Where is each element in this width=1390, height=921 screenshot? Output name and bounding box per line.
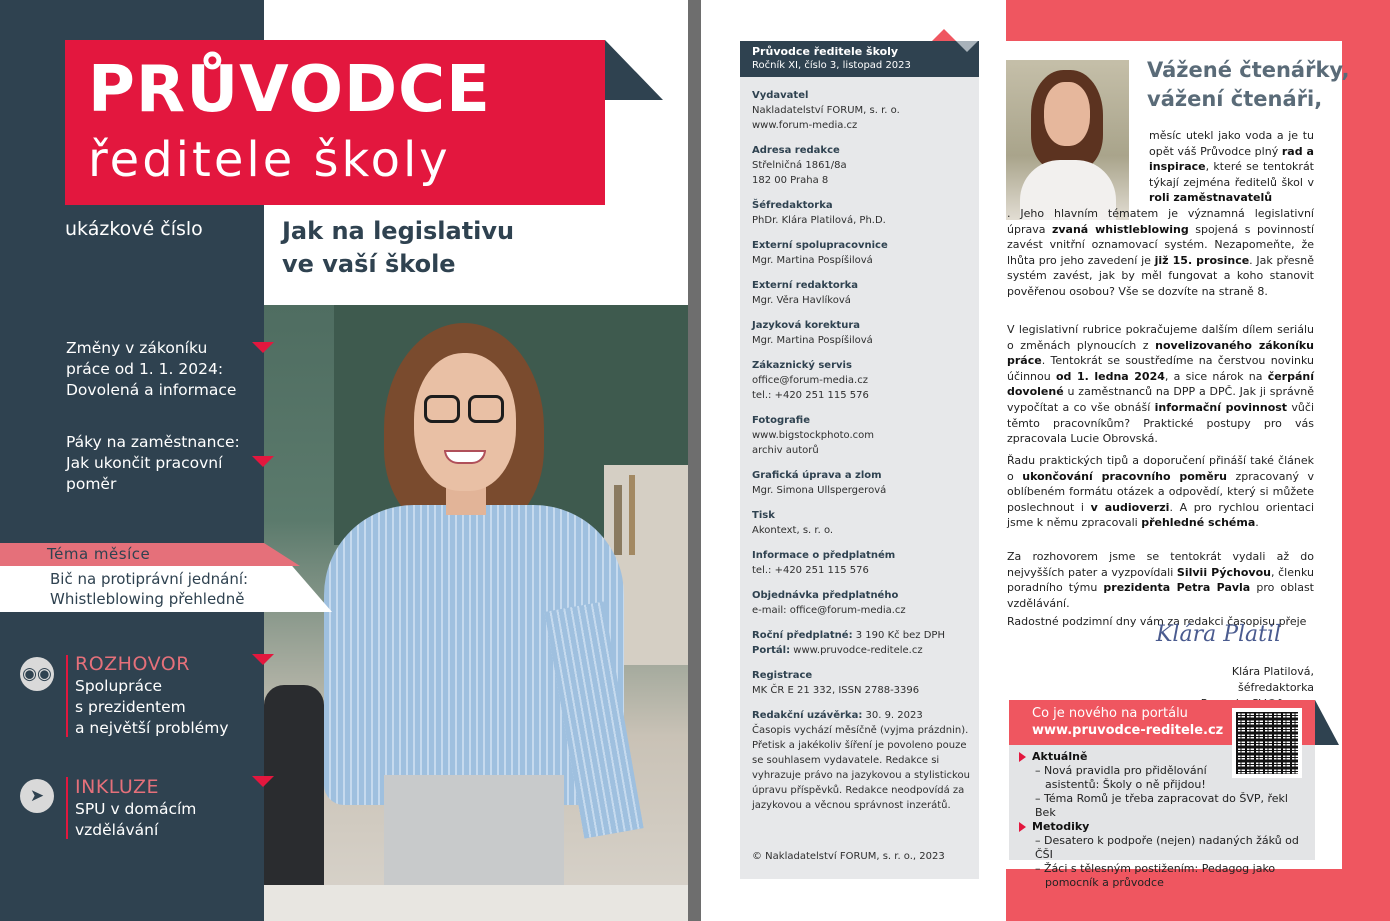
people-talking-icon: ◉◉ — [20, 657, 54, 691]
imprint-item: Tisk Akontext, s. r. o. — [752, 510, 834, 536]
list-item[interactable]: – Nová pravidla pro přidělování — [1035, 764, 1207, 777]
emphasis-text: od 1. ledna 2024 — [1055, 369, 1165, 383]
emphasis-text: Silvii Pýchovou — [1176, 565, 1271, 579]
cover-headline: Jak na legislativu ve vaší škole — [282, 217, 515, 278]
emphasis-text: čerpání dovolené — [1007, 369, 1314, 399]
text-run: . Tentokrát se soustředíme na čerstvou novinku účinnou — [1007, 354, 1314, 383]
letter-paragraph-1a — [1149, 128, 1314, 206]
imprint-item: Zákaznický servis office@forum-media.cz tel.: +420 251 115 576 — [752, 360, 869, 401]
section-body-inkluze: SPU v domácím vzdělávání — [75, 800, 197, 839]
caret-icon — [252, 654, 274, 665]
portal-heading: Co je nového na portálu — [1032, 706, 1188, 721]
emphasis-text: již 15. prosince — [1154, 253, 1250, 267]
magazine-subtitle: ředitele školy — [88, 132, 451, 188]
section-body-rozhovor: Spolupráce s prezidentem a největší problémy — [75, 677, 229, 737]
imprint-item: Šéfredaktorka PhDr. Klára Platilová, Ph.D. — [752, 200, 886, 226]
text-run: . A pro rychlou orientaci jsme k němu zpracovali — [1007, 500, 1314, 530]
text-run: zpracovaný v oblíbeném formátu otázek a odpovědí, který si můžete poslechnout i — [1007, 469, 1314, 514]
emphasis-text: prezidenta Petra Pavla — [1103, 581, 1251, 595]
text-run: měsíc utekl jako voda a je tu opět váš Průvodce plný — [1149, 129, 1314, 158]
letter-paragraph-1b — [1007, 206, 1314, 300]
list-item[interactable]: asistentů: Školy o ně přijdou! — [1045, 778, 1206, 791]
arrow-bullet-icon — [1019, 822, 1026, 832]
issue-label: ukázkové číslo — [65, 218, 203, 240]
list-item[interactable]: – Desatero k podpoře (nejen) nadaných žáků od ČŠI — [1035, 834, 1299, 861]
imprint-item: Fotografie www.bigstockphoto.com archiv autorů — [752, 415, 875, 456]
tema-label: Téma měsíce — [47, 545, 151, 563]
caret-icon — [252, 456, 274, 467]
signpost-icon: ➤ — [20, 779, 54, 813]
emphasis-text: v audioverzi — [1090, 500, 1170, 514]
section-divider — [66, 655, 68, 737]
text-run: Řadu praktických tipů a doporučení přináší také článek o — [1007, 454, 1314, 483]
imprint-item: Externí redaktorka Mgr. Věra Havlíková — [752, 280, 859, 306]
imprint-item: Vydavatel Nakladatelství FORUM, s. r. o. www.forum-media.cz — [752, 90, 900, 131]
caret-icon — [252, 776, 274, 787]
imprint-item: Jazyková korektura Mgr. Martina Pospíšilová — [752, 320, 873, 346]
text-run: . Jeho hlavním tématem je významná legislativní úprava — [1007, 207, 1314, 236]
section-title-rozhovor: ROZHOVOR — [75, 653, 190, 675]
text-run: vůči těmto pracovníkům? Praktické postupy pro vás zpracovala Lucie Obrovská. — [1007, 400, 1314, 446]
emphasis-text: ukončování pracovního poměru — [1022, 469, 1227, 483]
letter-paragraph-4 — [1007, 549, 1314, 611]
text-run: pro oblast vzdělávání. — [1007, 581, 1314, 610]
list-item[interactable]: – Téma Romů je třeba zapracovat do ŠVP, řekl Bek — [1035, 792, 1288, 819]
teaser-2: Páky na zaměstnance: Jak ukončit pracovní poměr — [66, 433, 240, 493]
imprint-item: Adresa redakce Střelničná 1861/8a 182 00 Praha 8 — [752, 145, 847, 186]
list-item[interactable]: – Žáci s tělesným postižením: Pedagog jako — [1035, 862, 1276, 875]
imprint-item: Grafická úprava a zlom Mgr. Simona Ullspergerová — [752, 470, 887, 496]
inner-page — [701, 0, 1390, 921]
emphasis-text: zvaná whistleblowing — [1051, 222, 1189, 236]
letter-paragraph-3 — [1007, 453, 1314, 531]
text-run: Za rozhovorem jsme se tentokrát vydali až do nejvyšších pater a vyzpovídali — [1007, 550, 1314, 579]
desk — [264, 885, 688, 921]
teaser-1: Změny v zákoníku práce od 1. 1. 2024: Dovolená a informace — [66, 339, 237, 399]
section-title-inkluze: INKLUZE — [75, 776, 160, 798]
text-run: spojená s povinností zavést vnitřní oznamovací systém. Nezapomeňte, že lhůta pro jeho zavedení je — [1007, 222, 1314, 267]
imprint-registration: Registrace MK ČR E 21 332, ISSN 2788-3396 — [752, 670, 920, 696]
emphasis-text: informační povinnost — [1154, 400, 1288, 414]
imprint-item: Informace o předplatném tel.: +420 251 115 576 — [752, 550, 896, 576]
portal-url-link[interactable]: www.pruvodce-reditele.cz — [1032, 723, 1224, 738]
arrow-bullet-icon — [1019, 752, 1026, 762]
letter-greeting: Vážené čtenářky, vážení čtenáři, — [1147, 58, 1350, 111]
portal-list: Aktuálně – Nová pravidla pro přidělování asistentů: Školy o ně přijdou! – Téma Romů je třeba zapracovat do ŠVP, řekl Bek Metodiky – Desatero k podpoře (nejen) nadaných žáků od ČŠI – Žáci s tělesným postižením: Pedagog jako pomocník a průvodce — [1019, 750, 1309, 890]
imprint-subtitle: Ročník XI, číslo 3, listopad 2023 — [752, 60, 911, 71]
cover-photo — [264, 305, 688, 921]
section-divider — [66, 777, 68, 839]
tema-text: Bič na protiprávní jednání: Whistleblowing přehledně — [50, 570, 249, 608]
caret-icon — [252, 342, 274, 353]
imprint-item: Objednávka předplatného e-mail: office@forum-media.cz — [752, 590, 906, 616]
text-run: , které se tentokrát týkají zejména ředitelů škol v — [1149, 160, 1314, 189]
cover-page — [0, 0, 688, 921]
magazine-title: PRŮVODCE — [88, 53, 491, 127]
text-run: . Jak přesně systém zavést, jak by měl fungovat a koho stanovit pověřenou osobou? Vše se dozvíte na straně 8. — [1007, 253, 1314, 298]
emphasis-text: novelizovaného zákoníku práce — [1007, 338, 1314, 368]
imprint-copyright: © Nakladatelství FORUM, s. r. o., 2023 — [752, 851, 945, 862]
imprint-price: Roční předplatné: 3 190 Kč bez DPH Portál: www.pruvodce-reditele.cz — [752, 630, 945, 656]
imprint-list — [752, 88, 977, 823]
emphasis-text: roli zaměstnavatelů — [1149, 191, 1273, 205]
text-run: , a sice nárok na — [1164, 369, 1268, 383]
imprint-item: Externí spolupracovnice Mgr. Martina Pospíšilová — [752, 240, 888, 266]
text-run: . — [1255, 516, 1259, 530]
list-item[interactable]: pomocník a průvodce — [1045, 876, 1164, 889]
imprint-deadline: Redakční uzávěrka: 30. 9. 2023 Časopis vychází měsíčně (vyjma prázdnin). Přetisk a jakékoliv šíření je povoleno pouze se souhlasem vydavatele. Redakce si vyhrazuje právo na jazykovou a stylistickou úpravu příspěvků. Redakce neodpovídá za jazykovou a věcnou správnost inzerátů. — [752, 710, 970, 811]
signature: Klára Platil — [1156, 622, 1282, 647]
glasses — [424, 395, 460, 423]
signer: Klára Platilová, šéfredaktorka — [1231, 665, 1314, 694]
letter-paragraph-2 — [1007, 322, 1314, 447]
letter-closing: Radostné podzimní dny vám za redakci časopisu přeje — [1007, 615, 1307, 628]
text-run: u zaměstnanců na DPP a DPČ. Jak ji správně vypočítat a co vše obnáší — [1007, 385, 1314, 414]
editor-photo — [1006, 60, 1129, 220]
imprint-title: Průvodce ředitele školy — [752, 45, 899, 58]
text-run: V legislativní rubrice pokračujeme dalším dílem seriálu o změnách plynoucích z — [1007, 323, 1314, 352]
emphasis-text: přehledné schéma — [1141, 516, 1256, 530]
emphasis-text: rad a inspirace — [1149, 144, 1314, 174]
text-run: , členku poradního týmu — [1007, 565, 1314, 595]
